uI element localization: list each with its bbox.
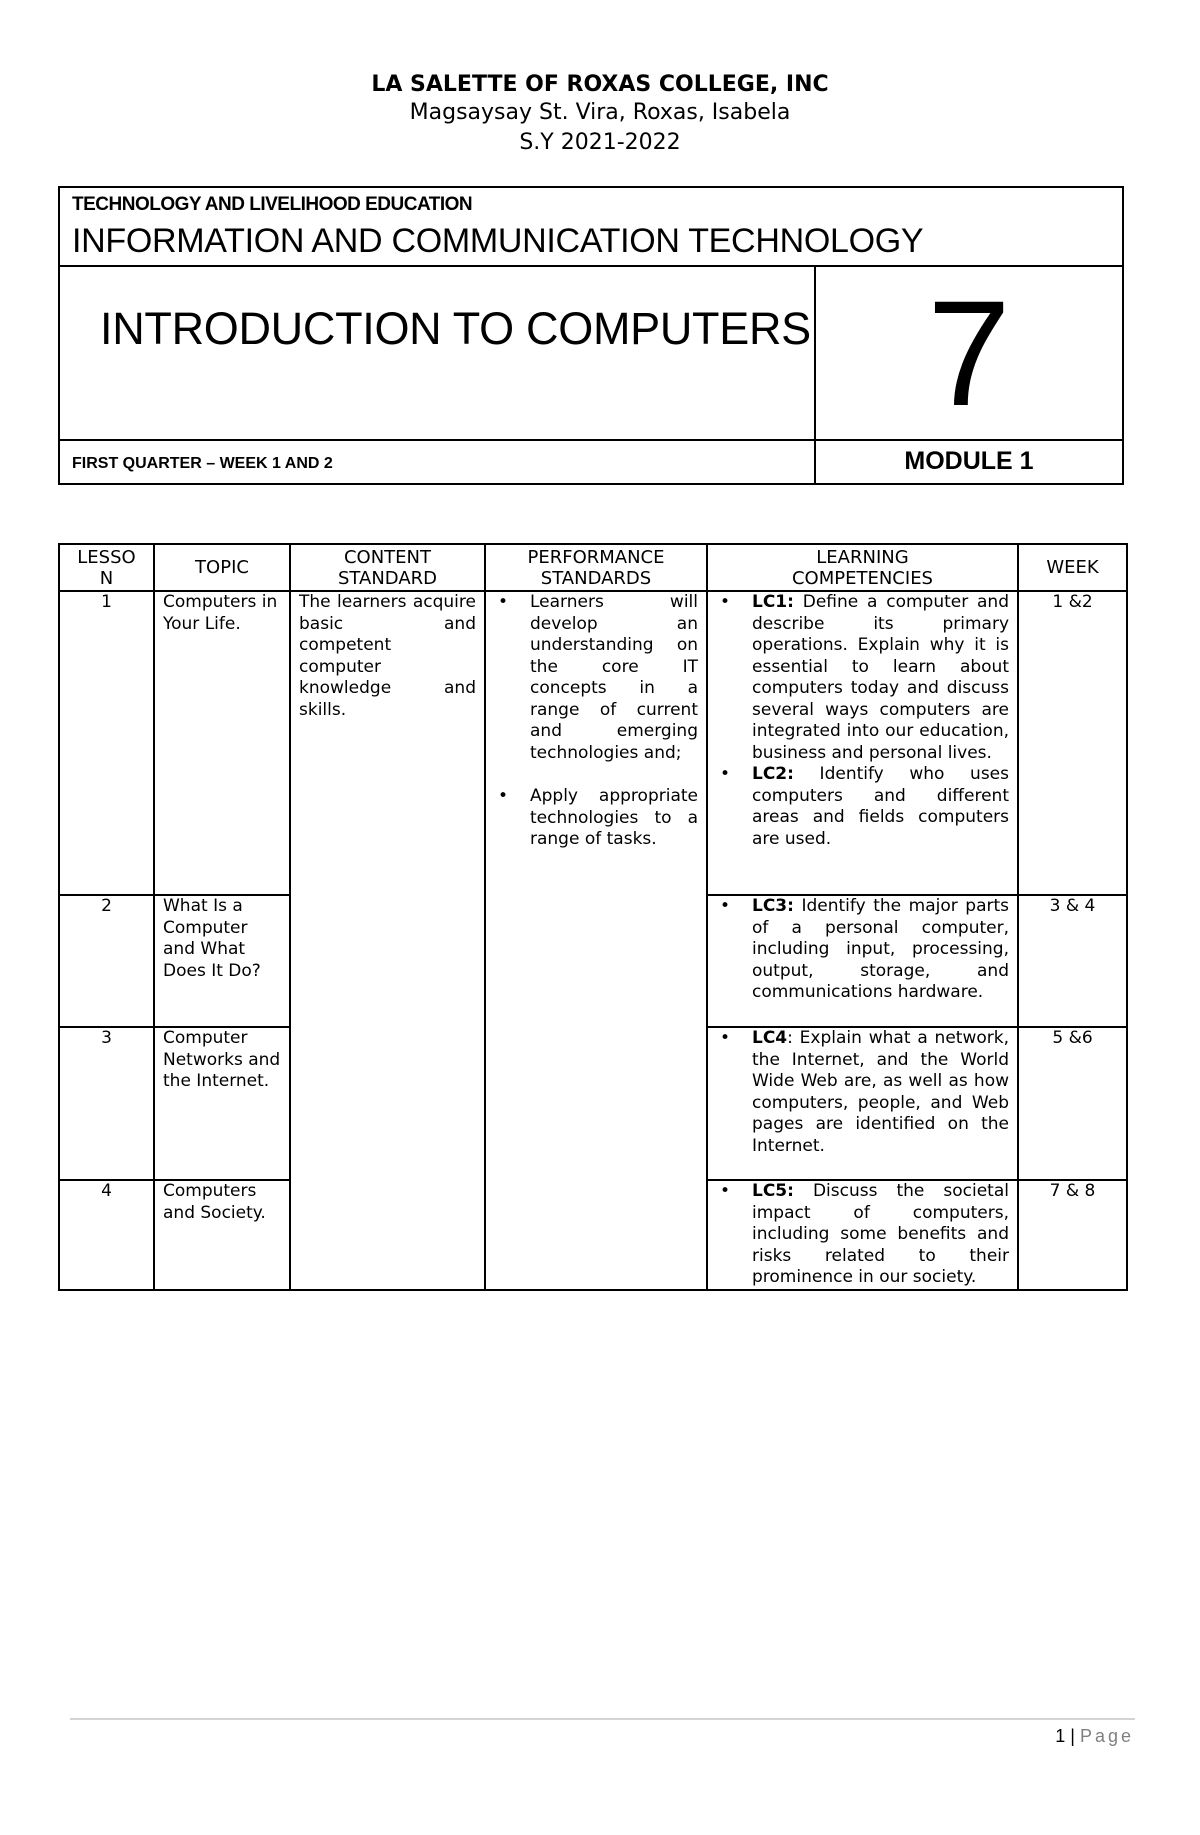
competency-code: LC5:: [752, 1181, 794, 1201]
competency-text: : Explain what a network, the Internet, and the World Wide Web are, as well as how computers, people, and Web pages are identified on the Internet.: [752, 1028, 1009, 1156]
competency-code: LC2:: [752, 764, 794, 784]
curriculum-table: [58, 543, 1128, 1291]
learning-competencies: [707, 895, 1018, 1027]
subject-area: TECHNOLOGY AND LIVELIHOOD EDUCATION: [72, 194, 473, 215]
competency-item: [752, 896, 1009, 1004]
competency-item: [752, 1181, 1009, 1289]
module-label: MODULE 1: [904, 447, 1034, 475]
header-topic: TOPIC: [154, 544, 290, 591]
lesson-number: 2: [59, 895, 154, 1027]
table-row: [59, 591, 1127, 895]
course-title-cell: [60, 265, 816, 441]
header-lesson: LESSO N: [59, 544, 154, 591]
learning-competencies: [707, 1180, 1018, 1290]
header-performance-standards: PERFORMANCE STANDARDS: [485, 544, 707, 591]
lesson-topic: Computers in Your Life.: [154, 591, 290, 895]
competency-text: Discuss the societal impact of computers, including some benefits and risks related to their prominence in our society.: [752, 1181, 1009, 1287]
performance-standard-item: • Learners will develop an understanding on the core IT concepts in a range of current and emerging technologies and;: [530, 592, 698, 764]
competency-item: [752, 592, 1009, 764]
header-learning-competencies: LEARNING COMPETENCIES: [707, 544, 1018, 591]
learning-competencies: [707, 591, 1018, 895]
week-cell: 1 &2: [1018, 591, 1127, 895]
week-cell: 5 &6: [1018, 1027, 1127, 1180]
module-cover-box: [58, 186, 1124, 485]
week-cell: 7 & 8: [1018, 1180, 1127, 1290]
lesson-topic: Computers and Society.: [154, 1180, 290, 1290]
lesson-number: 3: [59, 1027, 154, 1180]
lesson-number: 4: [59, 1180, 154, 1290]
content-standard: The learners acquire basic and competent computer knowledge and skills.: [290, 591, 485, 1290]
header-week: WEEK: [1018, 544, 1127, 591]
competency-item: [752, 764, 1009, 850]
grade-number: 7: [927, 269, 1011, 437]
quarter-cell: [60, 441, 816, 483]
competency-text: Define a computer and describe its primary operations. Explain why it is essential to learn about computers today and discuss several ways computers are integrated into our education, business and personal lives.: [752, 592, 1009, 763]
learning-competencies: [707, 1027, 1018, 1180]
performance-standards: [485, 591, 707, 1290]
page-label: Page: [1079, 1726, 1134, 1746]
grade-cell: [816, 265, 1122, 441]
school-name: LA SALETTE OF ROXAS COLLEGE, INC: [371, 72, 829, 97]
header-content-standard: CONTENT STANDARD: [290, 544, 485, 591]
table-header-row: [59, 544, 1127, 591]
performance-standard-item: • Apply appropriate technologies to a range of tasks.: [530, 786, 698, 851]
competency-text: Identify the major parts of a personal computer, including input, processing, output, storage, and communications hardware.: [752, 896, 1009, 1002]
lesson-topic: What Is a Computer and What Does It Do?: [154, 895, 290, 1027]
competency-item: [752, 1028, 1009, 1157]
course-title: INTRODUCTION TO COMPUTERS: [100, 303, 811, 354]
school-address: Magsaysay St. Vira, Roxas, Isabela: [409, 100, 791, 125]
lesson-number: 1: [59, 591, 154, 895]
school-year: S.Y 2021-2022: [519, 130, 681, 155]
subject-row: [60, 188, 1122, 267]
footer-separator: |: [1070, 1726, 1075, 1746]
lesson-topic: Computer Networks and the Internet.: [154, 1027, 290, 1180]
competency-code: LC3:: [752, 896, 794, 916]
competency-text: Identify who uses computers and different areas and fields computers are used.: [752, 764, 1009, 849]
quarter-label: FIRST QUARTER – WEEK 1 AND 2: [72, 455, 333, 472]
week-cell: 3 & 4: [1018, 895, 1127, 1027]
subject-title: INFORMATION AND COMMUNICATION TECHNOLOGY: [72, 222, 924, 260]
page-number: 1: [1055, 1726, 1066, 1746]
page-footer: [1055, 1726, 1134, 1747]
competency-code: LC1:: [752, 592, 794, 612]
competency-code: LC4: [752, 1028, 788, 1048]
footer-divider: [70, 1718, 1135, 1720]
module-cell: [816, 441, 1122, 483]
